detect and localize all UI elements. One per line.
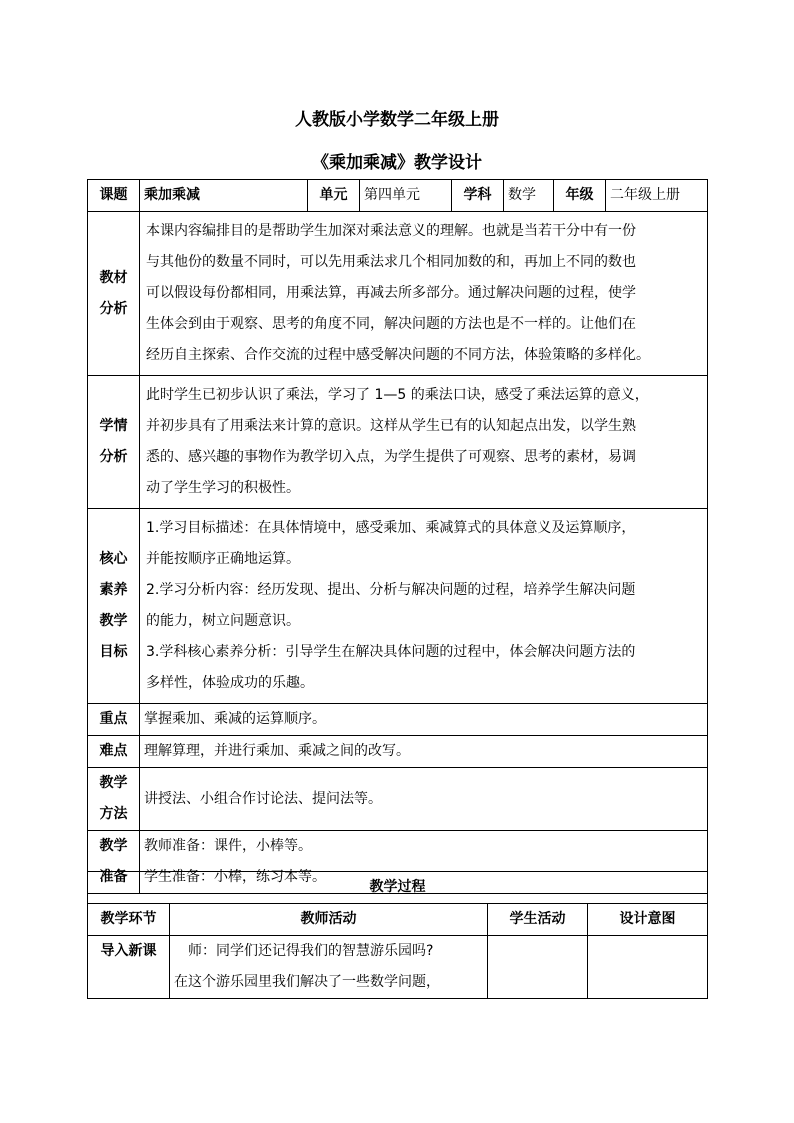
lesson-info-table [87,179,708,894]
label-line: 方法 [99,806,128,822]
unit-label: 单元 [308,180,360,212]
core-goals-row [88,509,708,704]
label-line: 素养 [99,582,128,598]
methods-label [88,768,140,831]
column-header: 设计意图 [588,904,708,936]
process-title: 教学过程 [88,872,708,904]
student-analysis-text [140,376,708,509]
subject-label: 学科 [452,180,504,212]
teacher-activity-cell [170,936,488,999]
header-row [88,180,708,212]
process-header-row [88,904,708,936]
text-line: 此时学生已初步认识了乘法，学习了 1—5 的乘法口诀，感受了乘法运算的意义， [146,387,649,403]
material-analysis-row [88,212,708,376]
text-line: 并能按顺序正确地运算。 [146,551,300,567]
text-line: 在这个游乐园里我们解决了一些数学问题， [174,974,440,990]
grade-value: 二年级上册 [606,180,708,212]
text-line: 经历自主探索、合作交流的过程中感受解决问题的不同方法，体验策略的多样化。 [146,347,650,363]
process-title-row [88,872,708,904]
text-line: 3.学科核心素养分析：引导学生在解决具体问题的过程中，体会解决问题方法的 [146,644,636,660]
text-line: 动了学生学习的积极性。 [146,480,300,496]
text-line: 悉的、感兴趣的事物作为教学切入点，为学生提供了可观察、思考的素材，易调 [146,449,636,465]
topic-label: 课题 [88,180,140,212]
unit-value: 第四单元 [360,180,452,212]
text-line: 1.学习目标描述：在具体情境中，感受乘加、乘减算式的具体意义及运算顺序， [146,520,636,536]
text-line: 可以假设每份都相同，用乘法算，再减去所多部分。通过解决问题的过程，使学 [146,285,636,301]
text-line: 生体会到由于观察、思考的角度不同，解决问题的方法也是不一样的。让他们在 [146,316,636,332]
column-header: 教学环节 [88,904,170,936]
label-line: 准备 [99,869,128,885]
label-line: 学情 [99,418,128,434]
document-subtitle: 《乘加乘减》教学设计 [312,153,482,173]
document-title: 人教版小学数学二年级上册 [295,110,499,130]
text-line: 多样性，体验成功的乐趣。 [146,675,314,691]
difficulty-label: 难点 [88,736,140,768]
difficulty-text: 理解算理，并进行乘加、乘减之间的改写。 [140,736,708,768]
label-line: 分析 [99,449,128,465]
text-line: 的能力，树立问题意识。 [146,613,300,629]
teaching-process-table [87,871,708,999]
text-line: 学生准备：小棒，练习本等。 [144,869,326,885]
student-activity-cell [488,936,588,999]
key-point-row [88,704,708,736]
subject-value: 数学 [504,180,554,212]
text-line: 教师准备：课件，小棒等。 [144,838,312,854]
text-line: 2.学习分析内容：经历发现、提出、分析与解决问题的过程，培养学生解决问题 [146,582,636,598]
student-analysis-label [88,376,140,509]
difficulty-row [88,736,708,768]
label-line: 核心 [99,551,128,567]
text-line: 与其他份的数量不同时，可以先用乘法求几个相同加数的和，再加上不同的数也 [146,254,636,270]
material-analysis-label [88,212,140,376]
stage-cell: 导入新课 [88,936,170,999]
topic-value: 乘加乘减 [140,180,308,212]
methods-text: 讲授法、小组合作讨论法、提问法等。 [140,768,708,831]
label-line: 目标 [99,644,128,660]
label-line: 分析 [99,300,128,317]
methods-row [88,768,708,831]
student-analysis-row [88,376,708,509]
column-header: 学生活动 [488,904,588,936]
text-line: 师：同学们还记得我们的智慧游乐园吗? [174,943,434,959]
label-line: 教材 [99,269,128,286]
material-analysis-text [140,212,708,376]
design-intent-cell [588,936,708,999]
text-line: 本课内容编排目的是帮助学生加深对乘法意义的理解。也就是当若干分中有一份 [146,223,636,239]
core-goals-text [140,509,708,704]
label-line: 教学 [99,775,128,791]
label-line: 教学 [99,838,128,854]
text-line: 并初步具有了用乘法来计算的意识。这样从学生已有的认知起点出发，以学生熟 [146,418,636,434]
column-header: 教师活动 [170,904,488,936]
key-point-label: 重点 [88,704,140,736]
core-goals-label [88,509,140,704]
key-point-text: 掌握乘加、乘减的运算顺序。 [140,704,708,736]
process-row [88,936,708,999]
grade-label: 年级 [554,180,606,212]
label-line: 教学 [99,613,128,629]
